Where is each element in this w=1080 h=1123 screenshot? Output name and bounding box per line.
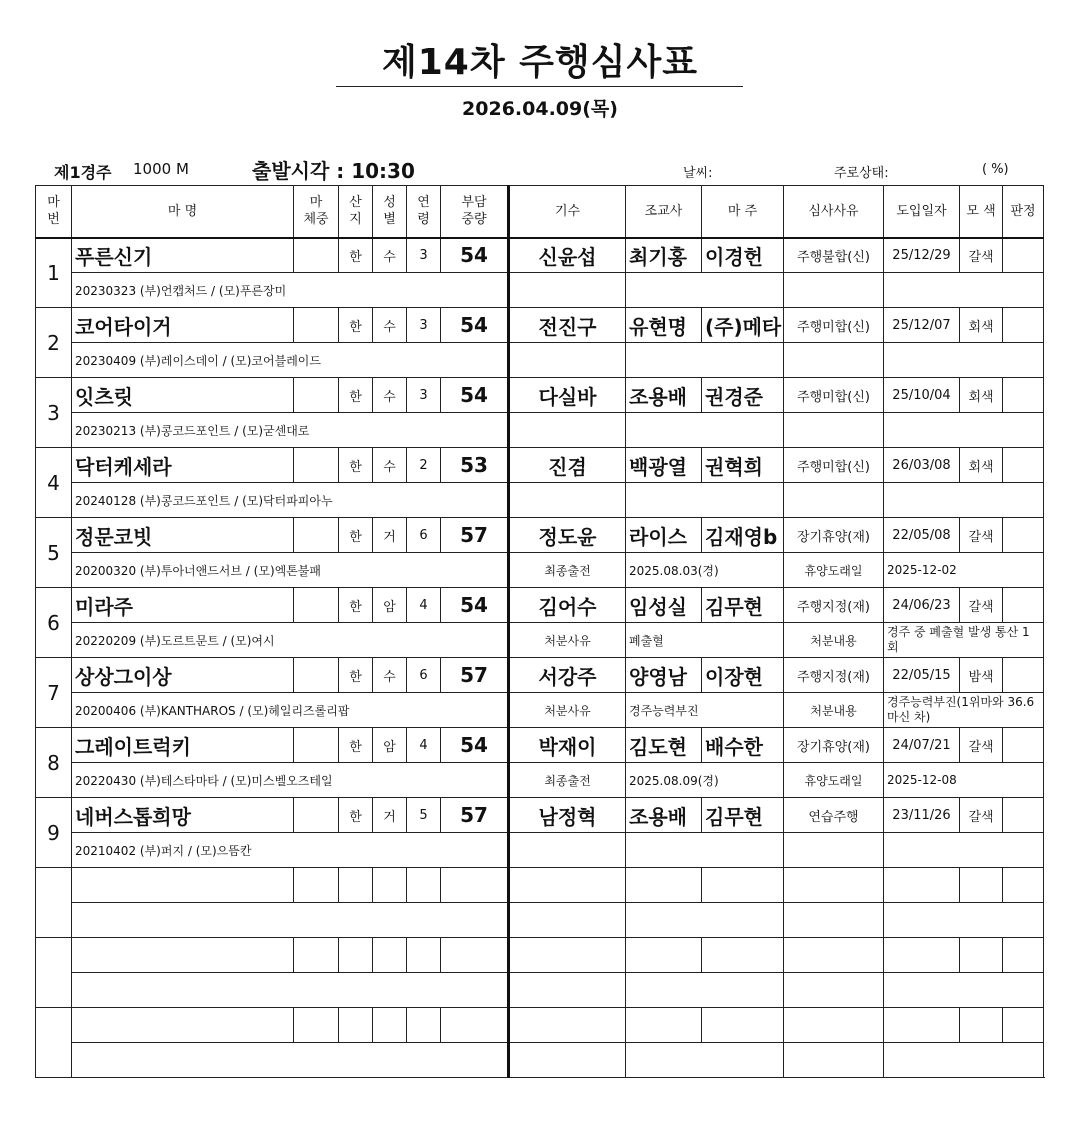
entry-detail-row <box>36 763 1044 798</box>
empty-cell <box>1003 938 1044 973</box>
empty-cell <box>72 1008 294 1043</box>
empty-detail-row <box>36 1043 1044 1078</box>
review-table <box>35 185 1044 1078</box>
sex: 거 <box>373 518 407 553</box>
empty-cell <box>407 1008 441 1043</box>
col-review-reason: 심사사유 <box>784 186 884 238</box>
empty-cell <box>294 1008 339 1043</box>
extra-label-2: 처분내용 <box>784 693 884 728</box>
horse-name: 코어타이거 <box>72 308 294 343</box>
age: 3 <box>407 238 441 273</box>
burden-weight: 54 <box>441 728 509 763</box>
empty-cell <box>373 1008 407 1043</box>
empty-cell <box>72 903 509 938</box>
empty-cell <box>339 938 373 973</box>
empty-cell <box>72 938 294 973</box>
judgment <box>1003 588 1044 623</box>
extra-value-1: 2025.08.09(경) <box>626 763 784 798</box>
review-reason: 주행미합(신) <box>784 308 884 343</box>
owner-name: (주)메타 <box>702 308 784 343</box>
col-coat-color: 모 색 <box>960 186 1003 238</box>
empty-cell <box>784 868 884 903</box>
extra-label-2 <box>784 833 884 868</box>
import-date: 23/11/26 <box>884 798 960 833</box>
empty-cell <box>626 1043 784 1078</box>
extra-label-1 <box>509 413 626 448</box>
gate-number: 2 <box>36 308 72 378</box>
owner-name: 이경헌 <box>702 238 784 273</box>
origin: 한 <box>339 798 373 833</box>
burden-weight: 54 <box>441 588 509 623</box>
empty-cell <box>407 868 441 903</box>
entry-detail-row <box>36 343 1044 378</box>
title-underline <box>336 86 743 87</box>
judgment <box>1003 238 1044 273</box>
horse-name: 미라주 <box>72 588 294 623</box>
burden-weight: 54 <box>441 238 509 273</box>
empty-cell <box>784 1008 884 1043</box>
coat-color: 갈색 <box>960 728 1003 763</box>
empty-cell <box>626 903 784 938</box>
empty-cell <box>373 868 407 903</box>
empty-cell <box>441 938 509 973</box>
entry-detail-row <box>36 413 1044 448</box>
jockey-name: 신윤섭 <box>509 238 626 273</box>
pedigree: 20200320 (부)투아너앤드서브 / (모)엑톤불패 <box>72 553 509 588</box>
coat-color: 회색 <box>960 448 1003 483</box>
empty-cell <box>702 1008 784 1043</box>
review-reason: 주행미합(신) <box>784 448 884 483</box>
owner-name: 배수한 <box>702 728 784 763</box>
entry-row <box>36 448 1044 483</box>
burden-weight: 57 <box>441 798 509 833</box>
race-number: 제1경주 <box>54 163 112 182</box>
empty-cell <box>784 938 884 973</box>
body-weight <box>294 238 339 273</box>
judgment <box>1003 658 1044 693</box>
col-import-date: 도입일자 <box>884 186 960 238</box>
pedigree: 20220430 (부)테스타마타 / (모)미스벨오즈테일 <box>72 763 509 798</box>
body-weight <box>294 798 339 833</box>
entry-row <box>36 378 1044 413</box>
review-reason: 장기휴양(재) <box>784 728 884 763</box>
sex: 암 <box>373 728 407 763</box>
empty-detail-row <box>36 973 1044 1008</box>
review-reason: 주행지정(재) <box>784 588 884 623</box>
extra-value-2 <box>884 833 1044 868</box>
empty-cell <box>784 973 884 1008</box>
gate-number: 1 <box>36 238 72 308</box>
sex: 수 <box>373 658 407 693</box>
col-body-weight: 마 체중 <box>294 186 339 238</box>
gate-number: 9 <box>36 798 72 868</box>
empty-row <box>36 868 1044 903</box>
judgment <box>1003 518 1044 553</box>
jockey-name: 남정혁 <box>509 798 626 833</box>
trainer-name: 임성실 <box>626 588 702 623</box>
empty-cell <box>441 868 509 903</box>
trainer-name: 조용배 <box>626 798 702 833</box>
gate-number: 5 <box>36 518 72 588</box>
empty-cell <box>509 903 626 938</box>
import-date: 22/05/08 <box>884 518 960 553</box>
empty-gate <box>36 1008 72 1078</box>
trainer-name: 김도현 <box>626 728 702 763</box>
table-header-row <box>36 186 1044 238</box>
jockey-name: 전진구 <box>509 308 626 343</box>
burden-weight: 54 <box>441 378 509 413</box>
moisture-percent: ( %) <box>982 162 1009 177</box>
extra-label-1: 최종출전 <box>509 763 626 798</box>
col-age: 연 령 <box>407 186 441 238</box>
horse-name: 네버스톱희망 <box>72 798 294 833</box>
gate-number: 4 <box>36 448 72 518</box>
extra-value-2: 경주 중 폐출혈 발생 통산 1회 <box>884 623 1044 658</box>
burden-weight: 57 <box>441 518 509 553</box>
extra-label-1 <box>509 483 626 518</box>
empty-cell <box>339 868 373 903</box>
sex: 거 <box>373 798 407 833</box>
entry-row <box>36 238 1044 273</box>
body-weight <box>294 728 339 763</box>
race-distance: 1000 M <box>133 160 189 178</box>
entry-row <box>36 658 1044 693</box>
jockey-name: 박재이 <box>509 728 626 763</box>
body-weight <box>294 588 339 623</box>
age: 3 <box>407 378 441 413</box>
origin: 한 <box>339 238 373 273</box>
empty-cell <box>509 1008 626 1043</box>
entry-detail-row <box>36 833 1044 868</box>
review-reason: 장기휴양(재) <box>784 518 884 553</box>
burden-weight: 54 <box>441 308 509 343</box>
col-burden-weight: 부담 중량 <box>441 186 509 238</box>
owner-name: 권혁희 <box>702 448 784 483</box>
coat-color: 밤색 <box>960 658 1003 693</box>
empty-cell <box>72 1043 509 1078</box>
sheet-date: 2026.04.09(목) <box>462 98 618 120</box>
extra-value-2 <box>884 343 1044 378</box>
pedigree: 20230213 (부)콩코드포인트 / (모)굳센대로 <box>72 413 509 448</box>
gate-number: 3 <box>36 378 72 448</box>
extra-label-2 <box>784 413 884 448</box>
empty-cell <box>294 938 339 973</box>
extra-label-1: 최종출전 <box>509 553 626 588</box>
empty-cell <box>339 1008 373 1043</box>
trainer-name: 라이스 <box>626 518 702 553</box>
coat-color: 갈색 <box>960 798 1003 833</box>
entry-detail-row <box>36 693 1044 728</box>
empty-cell <box>509 1043 626 1078</box>
judgment <box>1003 728 1044 763</box>
jockey-name: 김어수 <box>509 588 626 623</box>
col-owner: 마 주 <box>702 186 784 238</box>
extra-value-1: 경주능력부진 <box>626 693 784 728</box>
empty-cell <box>626 938 702 973</box>
empty-cell <box>626 1008 702 1043</box>
jockey-name: 진겸 <box>509 448 626 483</box>
pedigree: 20230323 (부)언캡처드 / (모)푸른장미 <box>72 273 509 308</box>
extra-value-2 <box>884 273 1044 308</box>
empty-cell <box>626 973 784 1008</box>
trainer-name: 조용배 <box>626 378 702 413</box>
gate-number: 8 <box>36 728 72 798</box>
jockey-name: 정도윤 <box>509 518 626 553</box>
judgment <box>1003 308 1044 343</box>
extra-label-1 <box>509 833 626 868</box>
owner-name: 김무현 <box>702 798 784 833</box>
import-date: 26/03/08 <box>884 448 960 483</box>
empty-cell <box>784 1043 884 1078</box>
import-date: 25/10/04 <box>884 378 960 413</box>
empty-cell <box>407 938 441 973</box>
owner-name: 이장현 <box>702 658 784 693</box>
empty-cell <box>72 973 509 1008</box>
extra-value-2 <box>884 483 1044 518</box>
coat-color: 회색 <box>960 378 1003 413</box>
sex: 수 <box>373 308 407 343</box>
extra-value-1 <box>626 413 784 448</box>
empty-cell <box>884 903 1044 938</box>
empty-cell <box>509 868 626 903</box>
import-date: 24/07/21 <box>884 728 960 763</box>
coat-color: 갈색 <box>960 518 1003 553</box>
empty-cell <box>960 938 1003 973</box>
import-date: 25/12/07 <box>884 308 960 343</box>
extra-label-2: 휴양도래일 <box>784 763 884 798</box>
origin: 한 <box>339 658 373 693</box>
pedigree: 20210402 (부)퍼지 / (모)으뜸칸 <box>72 833 509 868</box>
track-condition-label: 주로상태: <box>834 166 889 181</box>
pedigree: 20220209 (부)도르트문트 / (모)여시 <box>72 623 509 658</box>
horse-name: 상상그이상 <box>72 658 294 693</box>
extra-value-2: 경주능력부진(1위마와 36.6마신 차) <box>884 693 1044 728</box>
gate-number: 6 <box>36 588 72 658</box>
empty-cell <box>784 903 884 938</box>
origin: 한 <box>339 518 373 553</box>
age: 6 <box>407 518 441 553</box>
age: 2 <box>407 448 441 483</box>
trainer-name: 양영남 <box>626 658 702 693</box>
body-weight <box>294 378 339 413</box>
owner-name: 김재영b <box>702 518 784 553</box>
col-jockey: 기수 <box>509 186 626 238</box>
empty-cell <box>884 868 960 903</box>
horse-name: 닥터케세라 <box>72 448 294 483</box>
entry-detail-row <box>36 553 1044 588</box>
coat-color: 갈색 <box>960 588 1003 623</box>
extra-label-2: 휴양도래일 <box>784 553 884 588</box>
empty-cell <box>509 938 626 973</box>
empty-gate <box>36 938 72 1008</box>
empty-cell <box>884 1008 960 1043</box>
sex: 수 <box>373 238 407 273</box>
review-reason: 주행불합(신) <box>784 238 884 273</box>
col-judgment: 판정 <box>1003 186 1044 238</box>
entry-detail-row <box>36 273 1044 308</box>
empty-cell <box>373 938 407 973</box>
extra-label-1 <box>509 273 626 308</box>
empty-cell <box>884 938 960 973</box>
horse-name: 잇츠릿 <box>72 378 294 413</box>
extra-value-1: 2025.08.03(경) <box>626 553 784 588</box>
age: 5 <box>407 798 441 833</box>
burden-weight: 57 <box>441 658 509 693</box>
empty-cell <box>960 868 1003 903</box>
origin: 한 <box>339 308 373 343</box>
sex: 암 <box>373 588 407 623</box>
sex: 수 <box>373 448 407 483</box>
extra-value-1 <box>626 833 784 868</box>
origin: 한 <box>339 728 373 763</box>
judgment <box>1003 448 1044 483</box>
body-weight <box>294 308 339 343</box>
col-sex: 성 별 <box>373 186 407 238</box>
jockey-name: 다실바 <box>509 378 626 413</box>
horse-name: 그레이트럭키 <box>72 728 294 763</box>
age: 4 <box>407 728 441 763</box>
age: 6 <box>407 658 441 693</box>
sheet-title: 제14차 주행심사표 <box>381 42 699 83</box>
judgment <box>1003 378 1044 413</box>
extra-label-1: 처분사유 <box>509 623 626 658</box>
extra-value-1 <box>626 343 784 378</box>
extra-label-2 <box>784 273 884 308</box>
col-origin: 산 지 <box>339 186 373 238</box>
extra-label-2 <box>784 343 884 378</box>
trainer-name: 백광열 <box>626 448 702 483</box>
pedigree: 20230409 (부)레이스데이 / (모)코어블레이드 <box>72 343 509 378</box>
weather-label: 날씨: <box>683 166 713 181</box>
extra-value-2: 2025-12-02 <box>884 553 1044 588</box>
extra-label-2 <box>784 483 884 518</box>
empty-row <box>36 1008 1044 1043</box>
import-date: 25/12/29 <box>884 238 960 273</box>
body-weight <box>294 518 339 553</box>
review-reason: 주행미합(신) <box>784 378 884 413</box>
extra-label-1: 처분사유 <box>509 693 626 728</box>
extra-label-1 <box>509 343 626 378</box>
empty-cell <box>1003 1008 1044 1043</box>
sex: 수 <box>373 378 407 413</box>
empty-cell <box>441 1008 509 1043</box>
coat-color: 회색 <box>960 308 1003 343</box>
age: 3 <box>407 308 441 343</box>
review-reason: 주행지정(재) <box>784 658 884 693</box>
empty-gate <box>36 868 72 938</box>
extra-value-1: 폐출혈 <box>626 623 784 658</box>
start-time: 출발시각 : 10:30 <box>252 159 415 183</box>
empty-cell <box>884 1043 1044 1078</box>
origin: 한 <box>339 378 373 413</box>
pedigree: 20200406 (부)KANTHAROS / (모)헤일리즈롤리팝 <box>72 693 509 728</box>
judgment <box>1003 798 1044 833</box>
trainer-name: 유현명 <box>626 308 702 343</box>
col-gate-number: 마 번 <box>36 186 72 238</box>
owner-name: 권경준 <box>702 378 784 413</box>
horse-name: 푸른신기 <box>72 238 294 273</box>
empty-cell <box>702 868 784 903</box>
empty-cell <box>1003 868 1044 903</box>
jockey-name: 서강주 <box>509 658 626 693</box>
empty-cell <box>702 938 784 973</box>
body-weight <box>294 658 339 693</box>
entry-row <box>36 308 1044 343</box>
owner-name: 김무현 <box>702 588 784 623</box>
horse-name: 정문코빗 <box>72 518 294 553</box>
age: 4 <box>407 588 441 623</box>
import-date: 24/06/23 <box>884 588 960 623</box>
body-weight <box>294 448 339 483</box>
coat-color: 갈색 <box>960 238 1003 273</box>
entry-row <box>36 518 1044 553</box>
pedigree: 20240128 (부)콩코드포인트 / (모)닥터파피아누 <box>72 483 509 518</box>
col-trainer: 조교사 <box>626 186 702 238</box>
empty-detail-row <box>36 903 1044 938</box>
entry-detail-row <box>36 623 1044 658</box>
extra-value-2: 2025-12-08 <box>884 763 1044 798</box>
import-date: 22/05/15 <box>884 658 960 693</box>
col-horse-name: 마 명 <box>72 186 294 238</box>
empty-cell <box>294 868 339 903</box>
extra-value-1 <box>626 273 784 308</box>
trainer-name: 최기홍 <box>626 238 702 273</box>
empty-cell <box>884 973 1044 1008</box>
entry-row <box>36 798 1044 833</box>
gate-number: 7 <box>36 658 72 728</box>
burden-weight: 53 <box>441 448 509 483</box>
origin: 한 <box>339 448 373 483</box>
extra-value-2 <box>884 413 1044 448</box>
empty-row <box>36 938 1044 973</box>
extra-value-1 <box>626 483 784 518</box>
entry-row <box>36 728 1044 763</box>
empty-cell <box>626 868 702 903</box>
empty-cell <box>960 1008 1003 1043</box>
entry-detail-row <box>36 483 1044 518</box>
extra-label-2: 처분내용 <box>784 623 884 658</box>
empty-cell <box>509 973 626 1008</box>
empty-cell <box>72 868 294 903</box>
entry-row <box>36 588 1044 623</box>
origin: 한 <box>339 588 373 623</box>
review-reason: 연습주행 <box>784 798 884 833</box>
